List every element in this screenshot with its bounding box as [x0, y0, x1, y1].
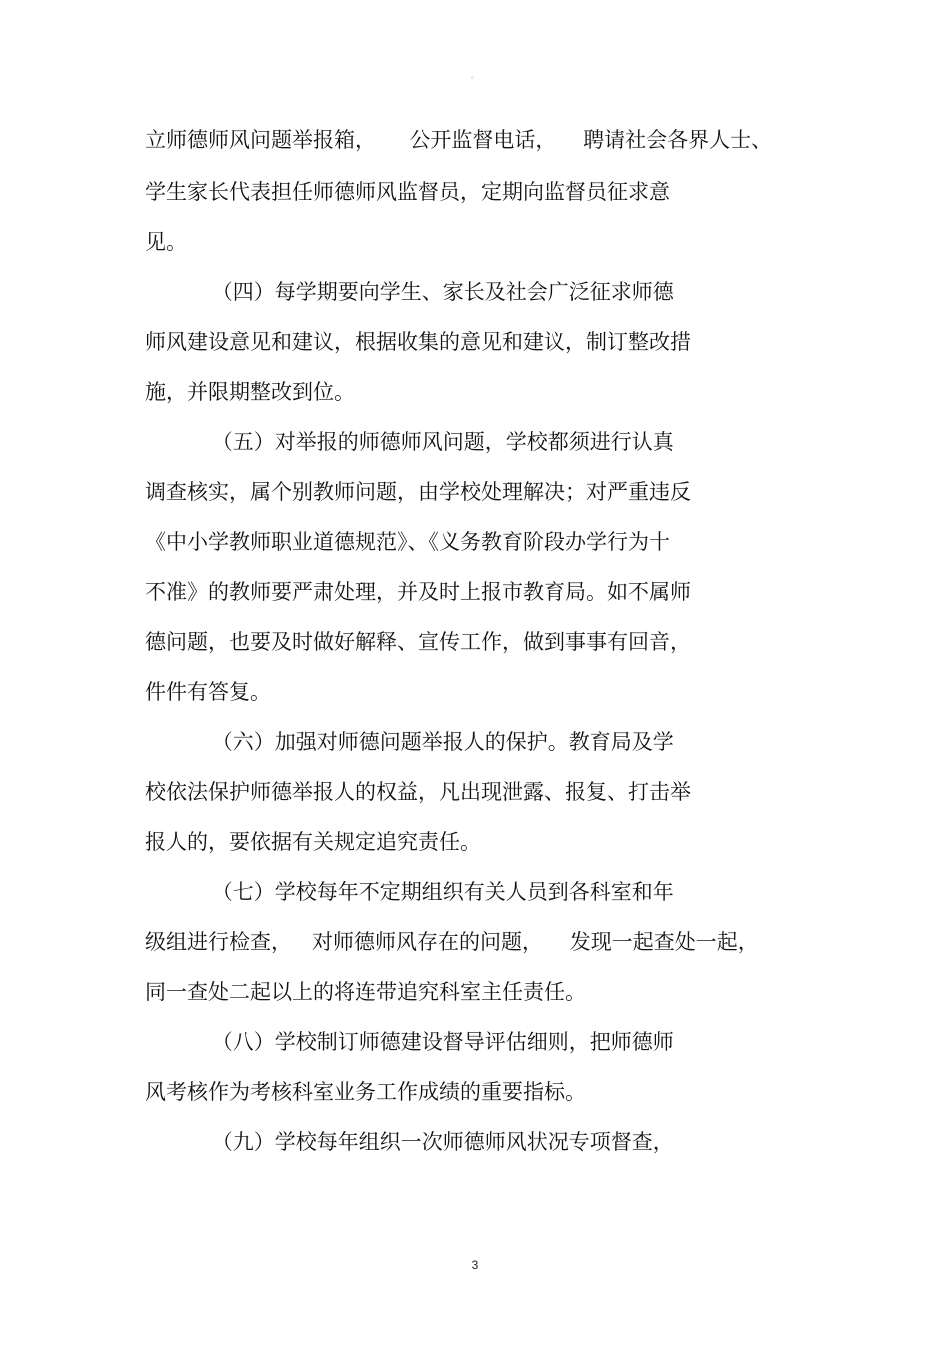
paragraph-6-line-2: 校依法保护师德举报人的权益，凡出现泄露、报复、打击举: [145, 780, 691, 804]
paragraph-7-line-2: 级组进行检查， 对师德师风存在的问题， 发现一起查处一起，: [145, 930, 759, 954]
paragraph-5-line-5: 德问题，也要及时做好解释、宣传工作，做到事事有回音，: [145, 630, 691, 654]
paragraph-8-line-1: （八）学校制订师德建设督导评估细则，把师德师: [145, 1030, 674, 1054]
paragraph-5-line-3: 《中小学教师职业道德规范》、《义务教育阶段办学行为十: [145, 530, 670, 554]
paragraph-5-line-6: 件件有答复。: [145, 680, 271, 704]
paragraph-6-line-3: 报人的，要依据有关规定追究责任。: [145, 830, 481, 854]
paragraph-5-line-4: 不准》的教师要严肃处理，并及时上报市教育局。如不属师: [145, 580, 691, 604]
paragraph-8-line-2: 风考核作为考核科室业务工作成绩的重要指标。: [145, 1080, 586, 1104]
page-number: 3: [471, 1258, 479, 1272]
paragraph-7-line-3: 同一查处二起以上的将连带追究科室主任责任。: [145, 980, 586, 1004]
paragraph-5-line-2: 调查核实，属个别教师问题，由学校处理解决；对严重违反: [145, 480, 691, 504]
paragraph-4-line-2: 师风建设意见和建议，根据收集的意见和建议，制订整改措: [145, 330, 691, 354]
paragraph-4-line-1: （四）每学期要向学生、家长及社会广泛征求师德: [145, 280, 674, 304]
paragraph-7-line-1: （七）学校每年不定期组织有关人员到各科室和年: [145, 880, 674, 904]
paragraph-4-line-3: 施，并限期整改到位。: [145, 380, 355, 404]
paragraph-6-line-1: （六）加强对师德问题举报人的保护。教育局及学: [145, 730, 674, 754]
paragraph-1-line-2: 学生家长代表担任师德师风监督员，定期向监督员征求意: [145, 180, 670, 204]
paragraph-5-line-1: （五）对举报的师德师风问题，学校都须进行认真: [145, 430, 674, 454]
header-mark: 。: [471, 71, 479, 80]
paragraph-1-line-1: 立师德师风问题举报箱， 公开监督电话， 聘请社会各界人士、: [145, 128, 773, 152]
paragraph-1-line-3: 见。: [145, 230, 187, 254]
paragraph-9-line-1: （九）学校每年组织一次师德师风状况专项督查，: [145, 1130, 674, 1154]
